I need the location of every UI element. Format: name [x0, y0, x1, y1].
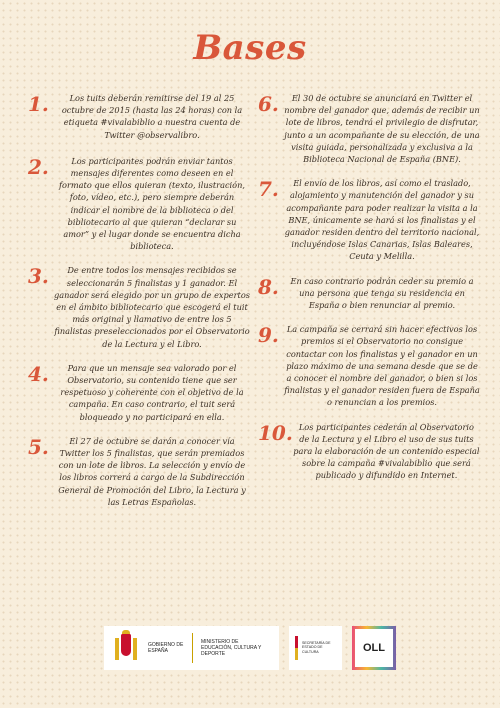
rule-number: 1.	[28, 92, 49, 116]
rule-text: De entre todos los mensajes recibidos se seleccionarán 5 finalistas y 1 ganador. El ganador será elegido por un grupo de expertos en el ámbito bibliotecario que escogerá el tuit más original y llamativo de entre los 5 finalistas preseleccionados por el Observatorio de la Lectura y el Libro.	[54, 265, 250, 349]
rule-4	[28, 362, 250, 423]
rule-number: 7.	[258, 177, 279, 202]
rule-text: Para que un mensaje sea valorado por el Observatorio, su contenido tiene que ser respetuoso y coherente con el objetivo de la campaña. En caso contrario, el tuit será bloqueado y no participará en ella.	[60, 362, 244, 422]
secretary-label: SECRETARÍA DE ESTADO DE CULTURA	[302, 640, 331, 654]
rule-number: 10.	[258, 420, 293, 445]
logo-divider	[192, 633, 193, 663]
rule-number: 9.	[258, 323, 279, 348]
sponsor-logos	[0, 620, 500, 675]
coat-of-arms-icon	[112, 630, 140, 666]
rule-2	[28, 155, 250, 253]
flag-bar-icon	[295, 636, 298, 660]
rule-number: 8.	[258, 274, 279, 299]
rule-7	[258, 177, 480, 262]
rule-text: Los tuits deberán remitirse del 19 al 25 octubre de 2015 (hasta las 24 horas) con la etiqueta #vivalabiblio a nuestra cuenta de Twitter @observalibro.	[61, 93, 243, 140]
rule-number: 6.	[258, 92, 279, 116]
rule-number: 3.	[28, 264, 49, 289]
rule-text: Los participantes cederán al Observatorio de la Lectura y el Libro el uso de sus tuits para la elaboración de un contenido especial sobre la campaña #vivalabiblio que será publicado y difundido en Internet.	[293, 421, 480, 481]
rules-column-left	[28, 92, 250, 508]
rule-text: En caso contrario podrán ceder su premio a una persona que tenga su residencia en España o bien renunciar al premio.	[290, 275, 474, 311]
rule-text: El envío de los libros, así como el traslado, alojamiento y manutención del ganador y su acompañante para poder realizar la visita a la BNE, únicamente se hará si los finalistas y el ganador residen dentro del territorio nacional, incluyéndose Islas Canarias, Islas Baleares, Ceuta y Melilla.	[284, 178, 480, 262]
page-title: Bases	[193, 28, 307, 68]
rule-9	[258, 323, 480, 408]
rule-number: 4.	[28, 361, 49, 386]
rule-6	[258, 92, 480, 165]
rule-text: La campaña se cerrará sin hacer efectivos los premios si el Observatorio no consigue contactar con los finalistas y el ganador en un plazo máximo de una semana desde que se de a conocer el nombre del ganador, o bien si los finalistas y el ganador residen fuera de España o renuncian a los premios.	[284, 324, 480, 408]
rule-1	[28, 92, 250, 141]
rule-8	[258, 275, 480, 312]
government-label: GOBIERNO DE ESPAÑA	[148, 641, 184, 654]
rules-column-right	[258, 92, 480, 482]
ministry-label: MINISTERIO DE EDUCACIÓN, CULTURA Y DEPORTE	[201, 638, 262, 657]
government-logo	[104, 626, 279, 670]
rule-text: El 27 de octubre se darán a conocer vía Twitter los 5 finalistas, que serán premiados con un lote de libros. La selección y envío de los libros correrá a cargo de la Subdirección General de Promoción del Libro, la Lectura y las Letras Españolas.	[58, 435, 246, 507]
rule-3	[28, 264, 250, 349]
secretary-logo	[289, 626, 342, 670]
oll-logo	[352, 626, 396, 670]
rule-10	[258, 421, 480, 482]
rule-number: 2.	[28, 154, 49, 179]
oll-label: OLL	[363, 641, 385, 654]
rule-number: 5.	[28, 434, 49, 459]
rule-5	[28, 435, 250, 508]
rule-text: Los participantes podrán enviar tantos mensajes diferentes como deseen en el formato que ellos quieran (texto, ilustración, foto, vídeo, etc.), pero siempre deberán indicar el nombre de la biblioteca o del bibliotecario al que quieran “declarar su amor” y el lugar donde se encuentra dicha biblioteca.	[59, 155, 245, 252]
rule-text: El 30 de octubre se anunciará en Twitter el nombre del ganador que, además de recibir un lote de libros, tendrá el privilegio de disfrutar, junto a un acompañante de su elección, de una visita guiada, personalizada y exclusiva a la Biblioteca Nacional de España (BNE).	[284, 93, 480, 165]
